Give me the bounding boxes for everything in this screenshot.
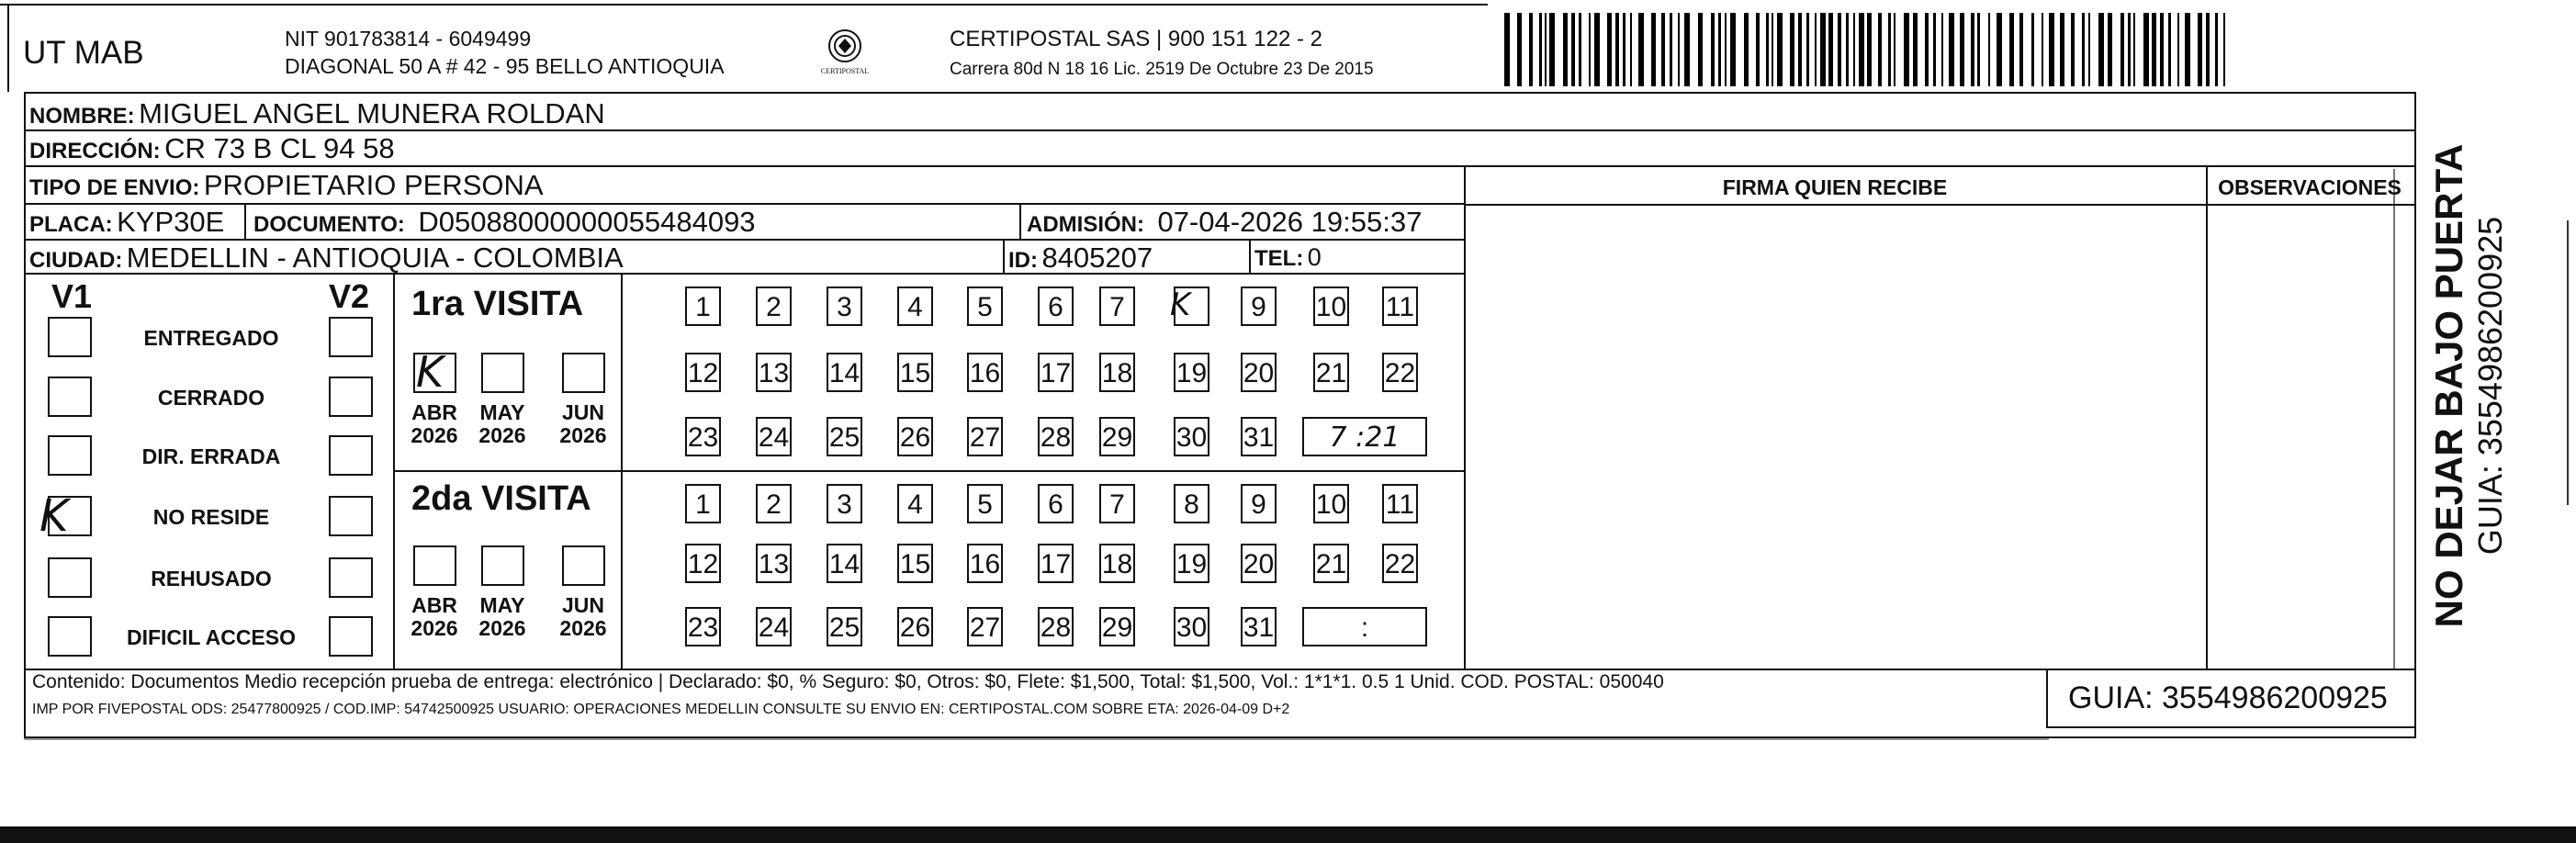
side-header-line (1464, 204, 2414, 206)
day-box[interactable]: 31 (1241, 607, 1277, 646)
day-box[interactable]: 22 (1382, 353, 1418, 392)
day-box[interactable]: 25 (827, 607, 862, 646)
day-box[interactable]: 20 (1241, 544, 1277, 583)
month-label: MAY 2026 (478, 400, 526, 448)
tel-label: TEL: (1254, 246, 1304, 271)
day-box[interactable]: 7 (1099, 287, 1135, 326)
vertical-notice (2423, 129, 2514, 643)
v1-checkbox[interactable] (48, 616, 92, 657)
vertical-guia: GUIA: 3554986200925 (2471, 216, 2509, 556)
barcode-bar (1815, 13, 1817, 86)
barcode-bar (2120, 13, 2124, 86)
barcode-bar (2223, 13, 2225, 86)
barcode-bar (1853, 13, 1855, 86)
day-box[interactable]: 10 (1313, 484, 1349, 523)
placa-divider (244, 203, 246, 239)
day-box[interactable]: 1 (685, 287, 721, 326)
footer-contenido: Contenido: Documentos Medio recepción prueba de entrega: electrónico | Declarado: $0, % Seguro: $0, Otros: $0, Flete: $1,500, Total: $1,500, Vol.: 1*1*1. 0.5 1 Unid. COD. POSTAL: 050040 (32, 671, 1664, 692)
tel-row (1254, 245, 1322, 270)
barcode-bar (1607, 13, 1612, 86)
barcode-bar (1651, 13, 1656, 86)
day-box[interactable]: 29 (1099, 417, 1135, 456)
certipostal-logo (813, 26, 877, 81)
month-checkbox[interactable] (413, 545, 456, 586)
carrier-license: Carrera 80d N 18 16 Lic. 2519 De Octubre 23 De 2015 (950, 60, 1374, 79)
barcode-bar (1925, 13, 1929, 86)
barcode-bar (2143, 13, 2149, 86)
barcode-bar (1718, 13, 1721, 86)
v1-checkbox[interactable] (48, 317, 92, 357)
day-box[interactable]: 5 (967, 287, 1003, 326)
day-box[interactable]: 28 (1038, 607, 1074, 646)
placa-row (29, 208, 224, 236)
status-option-label: CERRADO (157, 386, 265, 410)
v1-label: V1 (51, 277, 93, 315)
barcode-bar (2128, 13, 2131, 86)
day-box[interactable]: 19 (1174, 353, 1209, 392)
month-label: ABR 2026 (411, 400, 458, 448)
barcode-bar (1661, 13, 1665, 86)
v1-checkbox[interactable] (48, 435, 92, 476)
barcode-bar (2206, 13, 2210, 86)
day-box[interactable]: 6 (1038, 484, 1074, 523)
ciudad-label: CIUDAD: (29, 248, 123, 273)
day-box[interactable]: 17 (1038, 544, 1074, 583)
day-box[interactable]: 4 (897, 484, 933, 523)
v2-checkbox[interactable] (329, 496, 373, 536)
month-checkbox[interactable] (481, 353, 524, 393)
barcode-bar (1806, 13, 1809, 86)
direccion-label: DIRECCIÓN: (29, 139, 161, 163)
month-label: ABR 2026 (411, 593, 458, 641)
day-box[interactable]: 13 (756, 544, 792, 583)
month-label: JUN 2026 (559, 400, 607, 448)
barcode-bar (1571, 13, 1575, 86)
abr-check-mark: K (416, 347, 444, 397)
top-border (0, 4, 1488, 6)
ciudad-row (29, 243, 624, 272)
day-box[interactable]: 17 (1038, 353, 1074, 392)
day-box[interactable]: 26 (897, 607, 933, 646)
visit2-title: 2da VISITA (411, 479, 591, 518)
barcode-bar (1867, 13, 1872, 86)
day-box[interactable]: 14 (827, 544, 862, 583)
scan-bottom-band (0, 826, 2576, 843)
day8-check-mark: K (1170, 287, 1191, 323)
barcode-bar (1997, 13, 2002, 86)
barcode-bar (2088, 13, 2090, 86)
barcode-bar (1859, 13, 1864, 86)
barcode-bar (2042, 13, 2043, 86)
barcode-bar (1878, 13, 1882, 86)
tipo-label: TIPO DE ENVIO: (29, 175, 200, 200)
barcode-bar (2185, 13, 2190, 86)
day-box[interactable]: 11 (1382, 287, 1418, 326)
tel-value: 0 (1307, 243, 1322, 271)
barcode-bar (1725, 13, 1727, 86)
barcode-bar (1777, 13, 1783, 86)
day-box[interactable]: 7 (1099, 484, 1135, 523)
month-checkbox[interactable] (562, 545, 605, 586)
barcode-bar (1670, 13, 1672, 86)
v2-checkbox[interactable] (329, 616, 373, 657)
footer-imp: IMP POR FIVEPOSTAL ODS: 25477800925 / COD.IMP: 54742500925 USUARIO: OPERACIONES MEDELLIN CONSULTE SU ENVIO EN: CERTIPOSTAL.COM SOBRE ETA: 2026-04-09 D+2 (32, 702, 1290, 717)
barcode-bar (1988, 13, 1990, 86)
barcode-bar (1790, 13, 1794, 86)
id-label: ID: (1008, 248, 1038, 273)
barcode-bar (1904, 13, 1909, 86)
day-box[interactable]: 9 (1241, 287, 1277, 326)
barcode-bar (2108, 13, 2112, 86)
day-box[interactable]: 13 (756, 353, 792, 392)
id-row (1008, 243, 1153, 272)
barcode-bar (2031, 13, 2034, 86)
admision-label: ADMISIÓN: (1027, 212, 1144, 237)
barcode-bar (1529, 13, 1533, 86)
barcode-bar (1630, 13, 1632, 86)
barcode-bar (1545, 13, 1547, 86)
day-box[interactable]: 24 (756, 607, 792, 646)
barcode-bar (2049, 13, 2054, 86)
day-box[interactable]: 21 (1313, 353, 1349, 392)
firma-header: FIRMA QUIEN RECIBE (1722, 175, 1948, 199)
barcode-bar (1820, 13, 1826, 86)
v2-checkbox[interactable] (329, 435, 373, 476)
day-box[interactable]: 27 (967, 607, 1003, 646)
documento-row (253, 208, 756, 236)
barcode-bar (1744, 13, 1749, 86)
form-bottom-line (24, 738, 2049, 740)
ciudad-value: MEDELLIN - ANTIOQUIA - COLOMBIA (126, 242, 624, 274)
row-line-2 (24, 165, 2416, 167)
row-line-1 (24, 129, 2416, 131)
sender-address: DIAGONAL 50 A # 42 - 95 BELLO ANTIOQUIA (285, 54, 725, 78)
v1-checkbox[interactable] (48, 557, 92, 598)
status-option-label: DIFICIL ACCESO (126, 625, 296, 649)
visit-divider (393, 470, 1464, 472)
barcode-bar (2177, 13, 2179, 86)
barcode-bar (2019, 13, 2023, 86)
barcode-bar (1933, 13, 1936, 86)
day-box[interactable]: 12 (685, 353, 721, 392)
left-border (7, 4, 9, 92)
barcode-bar (1846, 13, 1849, 86)
tipo-value: PROPIETARIO PERSONA (203, 169, 544, 201)
day-box[interactable]: 26 (897, 417, 933, 456)
month-checkbox[interactable] (562, 353, 605, 393)
row-line-3 (24, 203, 1464, 205)
tel-divider (1249, 239, 1251, 273)
barcode-bar (2198, 13, 2202, 86)
day-box[interactable]: 3 (827, 287, 862, 326)
carrier-name: CERTIPOSTAL SAS | 900 151 122 - 2 (950, 27, 1322, 51)
day-box[interactable]: 9 (1241, 484, 1277, 523)
month-label: JUN 2026 (559, 593, 607, 641)
barcode-bar (1594, 13, 1600, 86)
barcode-bar (2060, 13, 2064, 86)
status-option-label: ENTREGADO (143, 326, 279, 350)
day-box[interactable]: 3 (827, 484, 862, 523)
barcode-bar (1549, 13, 1555, 86)
day-box[interactable]: 29 (1099, 607, 1135, 646)
day-box[interactable]: 23 (685, 417, 721, 456)
day-box[interactable]: 25 (827, 417, 862, 456)
direccion-row (29, 134, 395, 163)
v2-label: V2 (329, 277, 370, 315)
barcode-bar (2168, 13, 2171, 86)
no-reside-check-mark: K (39, 490, 69, 542)
day-box[interactable]: 2 (756, 484, 792, 523)
day-box[interactable]: 14 (827, 353, 862, 392)
barcode-bar (1894, 13, 1895, 86)
direccion-value: CR 73 B CL 94 58 (164, 132, 395, 164)
visit-title-divider (621, 273, 623, 669)
barcode-bar (1563, 13, 1568, 86)
barcode-bar (1798, 13, 1802, 86)
vertical-text-wrap (2427, 129, 2510, 643)
barcode-bar (1756, 13, 1760, 86)
barcode-bar (1977, 13, 1980, 86)
day-box[interactable]: 11 (1382, 484, 1418, 523)
day-box[interactable]: 6 (1038, 287, 1074, 326)
barcode-bar (1960, 13, 1964, 86)
barcode-bar (2152, 13, 2156, 86)
documento-value: D05088000000055484093 (418, 206, 756, 238)
barcode-bar (1698, 13, 1703, 86)
barcode-bar (1971, 13, 1974, 86)
barcode-bar (1504, 13, 1510, 86)
barcode-bar (1941, 13, 1943, 86)
v2-checkbox[interactable] (329, 377, 373, 417)
day-box[interactable]: 16 (967, 353, 1003, 392)
barcode-bar (1838, 13, 1841, 86)
observaciones-header: OBSERVACIONES (2218, 175, 2402, 199)
barcode-bar (2098, 13, 2104, 86)
day-box[interactable]: 18 (1099, 544, 1135, 583)
status-option-label: REHUSADO (151, 567, 272, 590)
admision-divider (1019, 203, 1021, 239)
day-box[interactable]: 2 (756, 287, 792, 326)
day-box[interactable]: 8 (1174, 484, 1209, 523)
obs-left-line (2206, 165, 2208, 669)
day-box[interactable]: 30 (1174, 417, 1209, 456)
barcode-bar (1711, 13, 1715, 86)
barcode-bar (1888, 13, 1891, 86)
visit1-title: 1ra VISITA (411, 285, 584, 323)
month-label: MAY 2026 (478, 593, 526, 641)
barcode-bar (1539, 13, 1542, 86)
logo-text: CERTIPOSTAL (820, 67, 870, 75)
day-box[interactable]: 27 (967, 417, 1003, 456)
nit-text: NIT 901783814 - 6049499 (285, 27, 532, 51)
barcode-bar (2071, 13, 2075, 86)
barcode-bar (1638, 13, 1644, 86)
barcode-bar (1949, 13, 1954, 86)
barcode (1504, 13, 2234, 86)
day-box[interactable]: 16 (967, 544, 1003, 583)
day-box[interactable]: 30 (1174, 607, 1209, 646)
day-box[interactable]: 4 (897, 287, 933, 326)
v1-checkbox[interactable] (48, 377, 92, 417)
barcode-bar (1589, 13, 1591, 86)
day-box[interactable]: 22 (1382, 544, 1418, 583)
status-option-label: NO RESIDE (152, 505, 270, 529)
barcode-bar (1772, 13, 1773, 86)
right-edge (2414, 92, 2416, 728)
barcode-bar (2133, 13, 2135, 86)
admision-value: 07-04-2026 19:55:37 (1157, 206, 1423, 238)
day-box[interactable]: 18 (1099, 353, 1135, 392)
placa-value: KYP30E (117, 206, 225, 238)
month-checkbox[interactable] (481, 545, 524, 586)
barcode-bar (1678, 13, 1680, 86)
admision-row (1027, 208, 1422, 236)
day-box[interactable]: 21 (1313, 544, 1349, 583)
day-box[interactable]: 20 (1241, 353, 1277, 392)
barcode-bar (2160, 13, 2164, 86)
day-box[interactable]: 28 (1038, 417, 1074, 456)
day-box[interactable]: 19 (1174, 544, 1209, 583)
barcode-bar (1579, 13, 1581, 86)
id-value: 8405207 (1041, 242, 1153, 274)
barcode-bar (1623, 13, 1625, 86)
day-box[interactable]: 31 (1241, 417, 1277, 456)
firma-left-line (1464, 165, 1466, 669)
guia-number: GUIA: 3554986200925 (2068, 680, 2388, 715)
scan-edge-line (2567, 220, 2569, 505)
v2-checkbox[interactable] (329, 317, 373, 357)
row-line-4 (24, 239, 1464, 241)
barcode-bar (1828, 13, 1833, 86)
day-box[interactable]: 10 (1313, 287, 1349, 326)
time-box[interactable]: 7 :21 (1302, 417, 1427, 456)
documento-label: DOCUMENTO: (253, 212, 405, 237)
day-box[interactable]: 15 (897, 353, 933, 392)
no-dejar-bajo-puerta: NO DEJAR BAJO PUERTA (2427, 143, 2470, 628)
status-option-label: DIR. ERRADA (141, 444, 281, 468)
day-box[interactable]: 23 (685, 607, 721, 646)
nombre-value: MIGUEL ANGEL MUNERA ROLDAN (139, 97, 605, 129)
time-box[interactable]: : (1302, 607, 1427, 646)
barcode-bar (1913, 13, 1918, 86)
day-box[interactable]: 12 (685, 544, 721, 583)
id-divider (1003, 239, 1005, 273)
company-name: UT MAB (23, 35, 144, 71)
barcode-bar (2215, 13, 2218, 86)
placa-label: PLACA: (29, 212, 113, 237)
day-box[interactable]: 15 (897, 544, 933, 583)
barcode-bar (2009, 13, 2014, 86)
v2-checkbox[interactable] (329, 557, 373, 598)
barcode-bar (1615, 13, 1619, 86)
nombre-label: NOMBRE: (29, 104, 135, 129)
barcode-bar (1766, 13, 1769, 86)
form-right-inner (2393, 169, 2395, 669)
day-box[interactable]: 5 (967, 484, 1003, 523)
barcode-bar (1517, 13, 1522, 86)
barcode-bar (1730, 13, 1736, 86)
day-box[interactable]: 1 (685, 484, 721, 523)
day-box[interactable]: 24 (756, 417, 792, 456)
tipo-row (29, 171, 544, 199)
nombre-row (29, 99, 605, 128)
barcode-bar (1684, 13, 1690, 86)
barcode-bar (2082, 13, 2085, 86)
